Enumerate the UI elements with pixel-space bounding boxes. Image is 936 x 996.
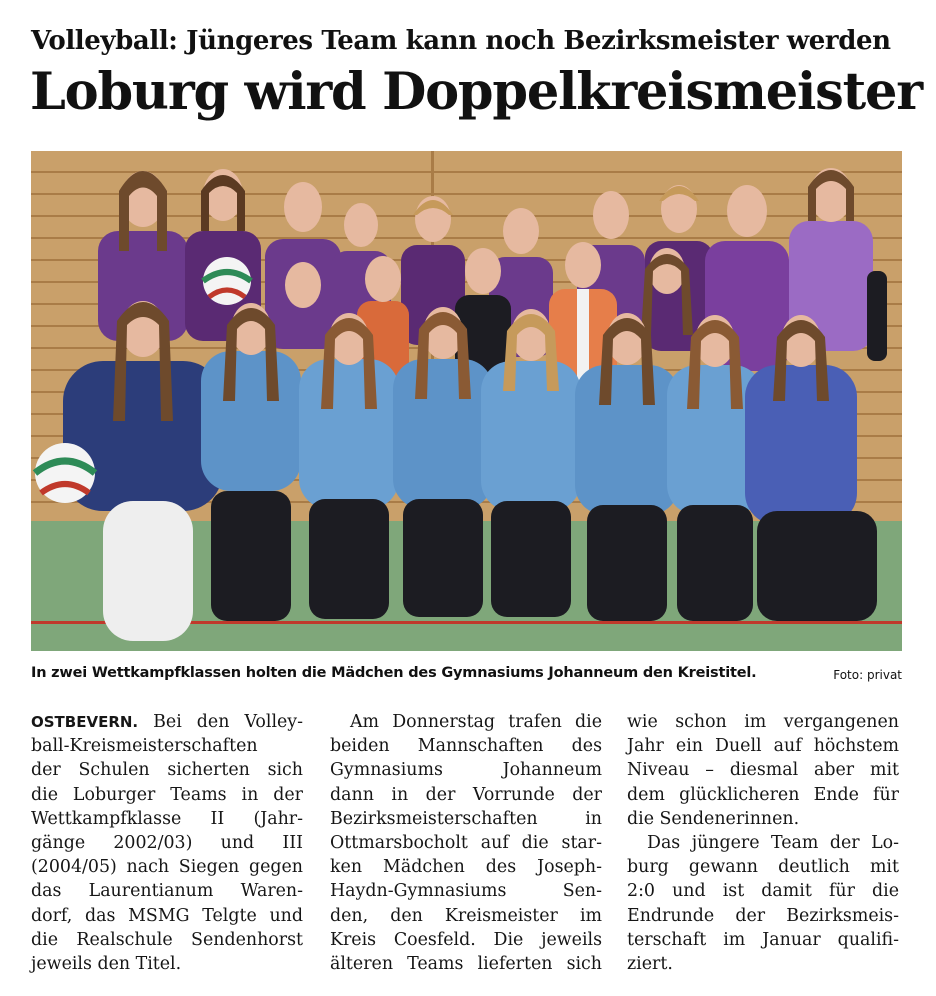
column-line: ken Mädchen des Joseph-: [330, 857, 602, 878]
column-line: gänge 2002/03) und III: [31, 833, 303, 854]
column-line: beiden Mannschaften des: [330, 736, 602, 757]
volleyball-back: [203, 257, 251, 305]
column-line: Ottmarsbocholt auf die star-: [330, 833, 602, 854]
photo-caption: In zwei Wettkampfklassen holten die Mädchen des Gymnasiums Johanneum den Kreistitel.: [31, 665, 757, 681]
column-line: Das jüngere Team der Lo-: [647, 833, 899, 854]
column-line: Jahr ein Duell auf höchstem: [627, 736, 899, 757]
column-line: Endrunde der Bezirksmeis-: [627, 905, 899, 926]
column-line: jeweils den Titel.: [31, 954, 182, 975]
column-line: (2004/05) nach Siegen gegen: [31, 857, 303, 878]
article-kicker: Volleyball: Jüngeres Team kann noch Bezirksmeister werden: [31, 26, 891, 56]
column-line: die Sendenerinnen.: [627, 808, 800, 829]
article-headline: Loburg wird Doppelkreismeister: [30, 62, 922, 122]
article-column-1: [31, 710, 303, 976]
column-line: Am Donnerstag trafen die: [350, 712, 602, 732]
column-line: dem glücklicheren Ende für: [627, 784, 899, 805]
article-column-3: [627, 710, 899, 976]
photo-credit: Foto: privat: [833, 668, 902, 682]
column-line: Haydn-Gymnasiums Sen-: [330, 881, 602, 902]
column-line: Niveau – diesmal aber mit: [627, 760, 899, 781]
column-line: wie schon im vergangenen: [627, 712, 899, 732]
column-line: Kreis Coesfeld. Die jeweils: [330, 929, 602, 950]
column-line: burg gewann deutlich mit: [627, 857, 899, 878]
column-line: Bezirksmeisterschaften in: [330, 808, 602, 829]
column-line: ziert.: [627, 954, 673, 975]
column-line: dorf, das MSMG Telgte und: [31, 905, 303, 926]
dateline: OSTBEVERN.: [31, 713, 139, 731]
column-line: OSTBEVERN. Bei den Volley-: [31, 712, 303, 732]
team-photo-illustration: [31, 151, 902, 651]
column-line: den, den Kreismeister im: [330, 905, 602, 926]
column-line: das Laurentianum Waren-: [31, 881, 303, 902]
column-line: ball-Kreismeisterschaften: [31, 736, 258, 757]
team-photo: [31, 151, 902, 651]
column-line: 2:0 und ist damit für die: [627, 881, 899, 902]
column-line: Gymnasiums Johanneum: [330, 760, 602, 781]
column-line: die Loburger Teams in der: [31, 784, 303, 805]
volleyball-front: [35, 443, 95, 503]
column-line: Wettkampfklasse II (Jahr-: [31, 808, 303, 829]
column-line: älteren Teams lieferten sich: [330, 954, 602, 975]
column-line: dann in der Vorrunde der: [330, 784, 602, 805]
article-column-2: [330, 710, 602, 976]
column-line: der Schulen sicherten sich: [31, 760, 303, 781]
column-line: terschaft im Januar qualifi-: [627, 929, 899, 950]
column-line: die Realschule Sendenhorst: [31, 929, 303, 950]
